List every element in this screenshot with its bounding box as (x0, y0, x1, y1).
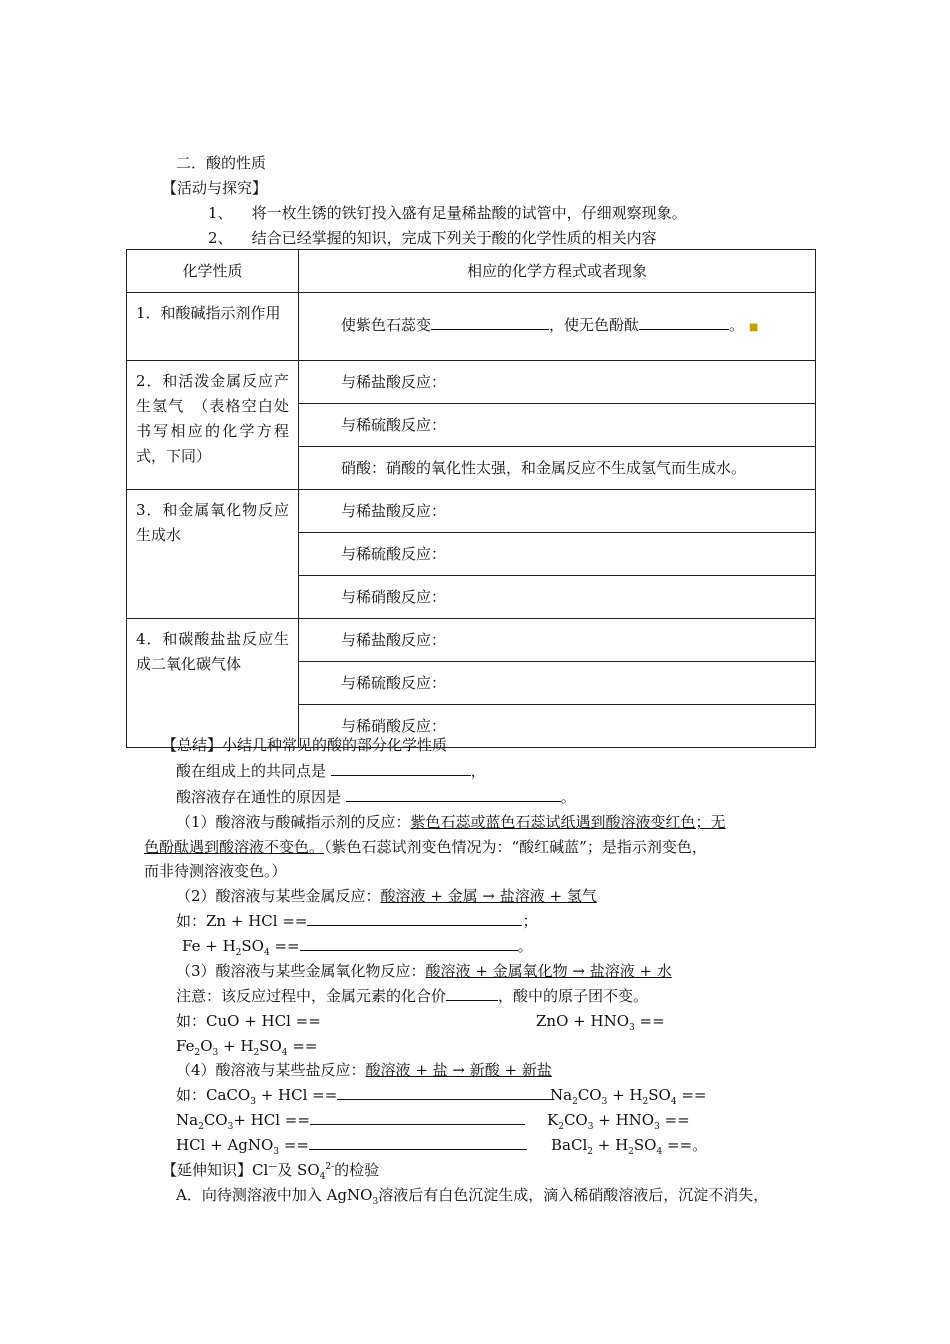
equation-cell[interactable]: 与稀盐酸反应： (299, 619, 816, 662)
property-metal: 2．和活泼金属反应产生氢气 （表格空白处书写相应的化学方程式，下同） (127, 361, 299, 490)
extension-item-a: A．向待测溶液中加入 AgNO$_3$溶液后有白色沉淀生成，滴入稀硝酸溶液后，沉淀不消失， (176, 1186, 769, 1207)
p2-rule: 酸溶液 + 金属 → 盐溶液 + 氢气 (380, 887, 597, 905)
p4-example-3: $Na_2CO_3+$ HCl == (176, 1110, 525, 1130)
property-indicator: 1．和酸碱指示剂作用 (127, 293, 299, 361)
reason-line: 酸溶液存在通性的原因是 。 (176, 788, 576, 806)
answer-blank[interactable] (431, 315, 549, 330)
answer-blank[interactable] (346, 787, 561, 802)
table-row (127, 490, 816, 533)
equation-cell[interactable]: 与稀硝酸反应： (299, 705, 816, 748)
p3-example-1: 如：CuO + HCl == (176, 1012, 321, 1030)
p4-example-4: $K_2CO_3 + HNO_3$ == (547, 1111, 690, 1132)
p4-example-6: BaCl$_2$ + $H_2SO_4$ ==。 (551, 1136, 708, 1157)
p3-rule: 酸溶液 + 金属氧化物 → 盐溶液 + 水 (425, 962, 672, 980)
table-header-row (127, 250, 816, 293)
table-row (127, 293, 816, 361)
equation-cell[interactable]: 与稀硫酸反应： (299, 404, 816, 447)
header-equation: 相应的化学方程式或者现象 (299, 250, 816, 293)
p4-example-2: $Na_2CO_3 + H_2SO_4$ == (550, 1086, 707, 1107)
p3-example-3: $Fe_2O_3 + H_2SO_4$ == (176, 1037, 318, 1058)
p4-example-5: HCl + AgNO$_3$ == (176, 1135, 527, 1155)
header-property: 化学性质 (127, 250, 299, 293)
equation-cell: 硝酸：硝酸的氧化性太强，和金属反应不生成氢气而生成水。 (299, 447, 816, 490)
activity-item-1 (208, 203, 687, 223)
answer-blank[interactable] (309, 1135, 527, 1150)
answer-blank[interactable] (307, 911, 522, 926)
equation-cell[interactable]: 与稀盐酸反应： (299, 361, 816, 404)
p2-example-2: $Fe + H_2SO_4$ == 。 (182, 937, 533, 958)
answer-blank[interactable] (310, 1110, 525, 1125)
chemical-properties-table (126, 249, 816, 748)
table-row (127, 619, 816, 662)
p2-example-1: 如：Zn + HCl == ； (176, 912, 538, 930)
common-point-line: 酸在组成上的共同点是 ， (176, 762, 486, 780)
summary-heading: 【总结】小结几种常见的酸的部分化学性质 (162, 736, 448, 754)
p1-line2: 色酚酞遇到酸溶液不变色。（紫色石蕊试剂变色情况为：“酸红碱蓝”；是指示剂变色， (144, 838, 707, 856)
activity-item-number: 2、 (208, 229, 233, 247)
p4-rule: 酸溶液 + 盐 → 新酸 + 新盐 (365, 1061, 552, 1079)
indicator-answer: 使紫色石蕊变 ，使无色酚酞 。 ■ (299, 293, 816, 361)
answer-blank[interactable] (337, 1085, 554, 1100)
p2-heading: （2）酸溶液与某些金属反应：酸溶液 + 金属 → 盐溶液 + 氢气 (176, 887, 597, 905)
extension-heading: 【延伸知识】Cl—及 $SO_4^{2-}$的检验 (162, 1161, 380, 1182)
answer-blank[interactable] (446, 986, 498, 1001)
property-metal-oxide: 3．和金属氧化物反应生成水 (127, 490, 299, 619)
equation-cell[interactable]: 与稀硫酸反应： (299, 533, 816, 576)
mark-dot: ■ (748, 322, 759, 333)
equation-cell[interactable]: 与稀硫酸反应： (299, 662, 816, 705)
answer-blank[interactable] (639, 315, 729, 330)
p1-line1: （1）酸溶液与酸碱指示剂的反应：紫色石蕊或蓝色石蕊试纸遇到酸溶液变红色；无 (176, 813, 726, 831)
p1-line3: 而非待测溶液变色。） (144, 862, 287, 880)
activity-item-text: 将一枚生锈的铁钉投入盛有足量稀盐酸的试管中，仔细观察现象。 (251, 204, 687, 222)
answer-blank[interactable] (331, 761, 471, 776)
activity-item-text: 结合已经掌握的知识，完成下列关于酸的化学性质的相关内容 (251, 229, 657, 247)
equation-cell[interactable]: 与稀硝酸反应： (299, 576, 816, 619)
p4-heading: （4）酸溶液与某些盐反应：酸溶液 + 盐 → 新酸 + 新盐 (176, 1061, 552, 1079)
p3-example-2: ZnO + $HNO_3$ == (536, 1012, 665, 1033)
property-carbonate: 4．和碳酸盐盐反应生成二氧化碳气体 (127, 619, 299, 748)
activity-heading: 【活动与探究】 (162, 179, 268, 197)
p4-example-1: 如：CaCO$_3$ + HCl == (176, 1085, 554, 1105)
section-title: 二．酸的性质 (176, 154, 267, 172)
p3-note: 注意：该反应过程中，金属元素的化合价 ，酸中的原子团不变。 (176, 987, 649, 1005)
activity-item-2 (208, 228, 657, 248)
table-row (127, 361, 816, 404)
equation-cell[interactable]: 与稀盐酸反应： (299, 490, 816, 533)
p3-heading: （3）酸溶液与某些金属氧化物反应：酸溶液 + 金属氧化物 → 盐溶液 + 水 (176, 962, 672, 980)
answer-blank[interactable] (300, 936, 518, 951)
activity-item-number: 1、 (208, 204, 233, 222)
